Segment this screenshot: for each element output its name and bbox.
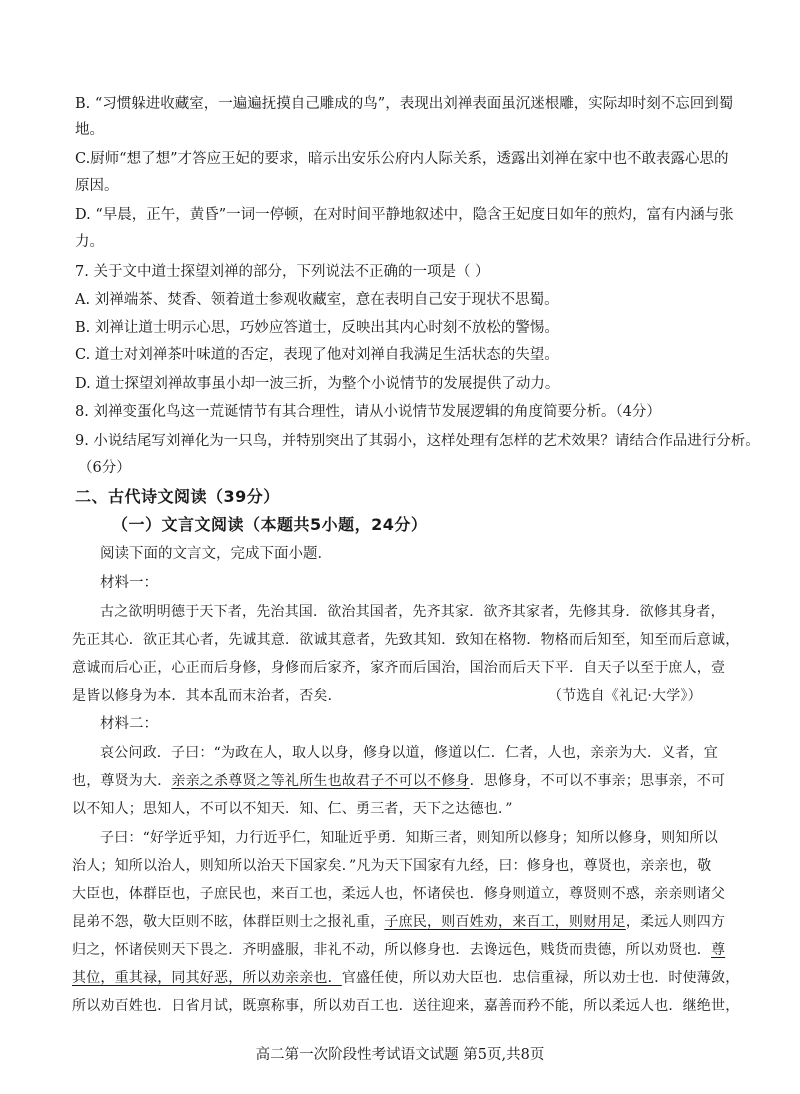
material-1-line-1: 古之欲明明德于天下者，先治其国．欲治其国者，先齐其家．欲齐其家者，先修其身．欲修其身者， [100, 604, 725, 620]
option-d-line-1: D. “早晨，正午，黄昏”一词一停顿，在对时间平静地叙述中，隐含王妃度日如年的煎灼，富有内涵与张 [75, 207, 734, 223]
material-2-line-9 [72, 966, 800, 990]
material-2-line-7 [72, 910, 800, 934]
material-1-line-3: 意诚而后心正，心正而后身修，身修而后家齐，家齐而后国治，国治而后天下平．自天子以至于庶人，壹 [72, 660, 726, 676]
page-footer: 高二第一次阶段性考试语文试题 第5页,共8页 [255, 1047, 545, 1063]
question-7-option-c: C. 道士对刘禅茶叶味道的否定，表现了他对刘禅自我满足生活状态的失望。 [75, 347, 559, 363]
underlined-phrase: 尊 [711, 942, 726, 958]
material-2-line-2 [72, 769, 800, 793]
reading-instruction: 阅读下面的文言文，完成下面小题． [100, 546, 332, 562]
material-2-label: 材料二： [100, 716, 158, 732]
text-segment: 官盛任使，所以劝大臣也．忠信重禄，所以劝士也．时使薄敛， [341, 970, 740, 986]
material-2-line-6: 大臣也，体群臣也，子庶民也，来百工也，柔远人也，怀诸侯也．修身则道立，尊贤则不惑，亲亲则诸父 [72, 886, 726, 902]
question-9-line-2: （6分） [78, 460, 131, 476]
material-2-line-5: 治人；知所以治人，则知所以治天下国家矣．”凡为天下国家有九经，曰：修身也，尊贤也，亲亲也，敬 [72, 858, 712, 874]
material-2-line-4: 子曰：“好学近乎知，力行近乎仁，知耻近乎勇．知斯三者，则知所以修身；知所以修身，则知所以 [100, 830, 718, 846]
text-segment: ．思修身，不可以不事亲；思事亲，不可 [469, 773, 726, 789]
subsection-heading: （一）文言文阅读（本题共5小题，24分） [112, 515, 428, 534]
question-7-option-b: B. 刘禅让道士明示心思，巧妙应答道士，反映出其内心时刻不放松的警惕。 [75, 320, 559, 336]
question-8: 8. 刘禅变蛋化鸟这一荒诞情节有其合理性，请从小说情节发展逻辑的角度简要分析。（4分） [75, 404, 661, 420]
section-heading: 二、古代诗文阅读（39分） [75, 487, 280, 506]
text-segment: ，柔远人则四方 [625, 914, 726, 930]
text-segment: 归之，怀诸侯则天下畏之．齐明盛服，非礼不动，所以修身也．去谗远色，贱货而贵德，所以劝贤也． [72, 942, 711, 958]
option-b-line-1: B. “习惯躲进收藏室，一遍遍抚摸自己雕成的鸟”，表现出刘禅表面虽沉迷根雕，实际却时刻不忘回到蜀 [75, 96, 734, 112]
question-7-option-a: A. 刘禅端茶、焚香、领着道士参观收藏室，意在表明自己安于现状不思蜀。 [75, 292, 559, 308]
underlined-phrase: 其位，重其禄，同其好恶，所以劝亲亲也． [72, 970, 342, 986]
material-2-line-10: 所以劝百姓也．日省月试，既禀称事，所以劝百工也．送往迎来，嘉善而矜不能，所以柔远人也．继绝世， [72, 998, 740, 1014]
material-2-line-8 [72, 938, 800, 962]
material-1-label: 材料一： [100, 575, 158, 591]
option-c-line-1: C.厨师“想了想”才答应王妃的要求，暗示出安乐公府内人际关系，透露出刘禅在家中也不敢表露心思的 [75, 151, 729, 167]
material-1-line-4: 是皆以修身为本．其本乱而末治者，否矣． [72, 688, 342, 704]
material-1-line-2: 先正其心．欲正其心者，先诚其意．欲诚其意者，先致其知．致知在格物．物格而后知至，知至而后意诚， [72, 632, 740, 648]
option-b-line-2: 地。 [75, 122, 104, 138]
text-segment: 也，尊贤为大． [72, 773, 172, 789]
material-2-line-3: 以不知人；思知人，不可以不知天．知、仁、勇三者，天下之达德也．” [72, 801, 513, 817]
material-1-source: （节选自《礼记·大学》） [548, 688, 702, 704]
option-d-line-2: 力。 [75, 234, 104, 250]
underlined-sentence: 亲亲之杀尊贤之等礼所生也故君子不可以不修身 [171, 773, 470, 789]
question-9-line-1: 9. 小说结尾写刘禅化为一只鸟，并特别突出了其弱小，这样处理有怎样的艺术效果？请结合作品进行分析。 [75, 433, 760, 449]
question-7-option-d: D. 道士探望刘禅故事虽小却一波三折，为整个小说情节的发展提供了动力。 [75, 376, 560, 392]
text-segment: 昆弟不怨，敬大臣则不眩，体群臣则士之报礼重， [72, 914, 385, 930]
option-c-line-2: 原因。 [75, 178, 119, 194]
material-2-line-1: 哀公问政．子曰：“为政在人，取人以身，修身以道，修道以仁．仁者，人也，亲亲为大．义者，宜 [100, 745, 718, 761]
question-7: 7. 关于文中道士探望刘禅的部分，下列说法不正确的一项是（ ） [75, 264, 490, 280]
underlined-phrase: 子庶民，则百姓劝，来百工，则财用足 [384, 914, 626, 930]
